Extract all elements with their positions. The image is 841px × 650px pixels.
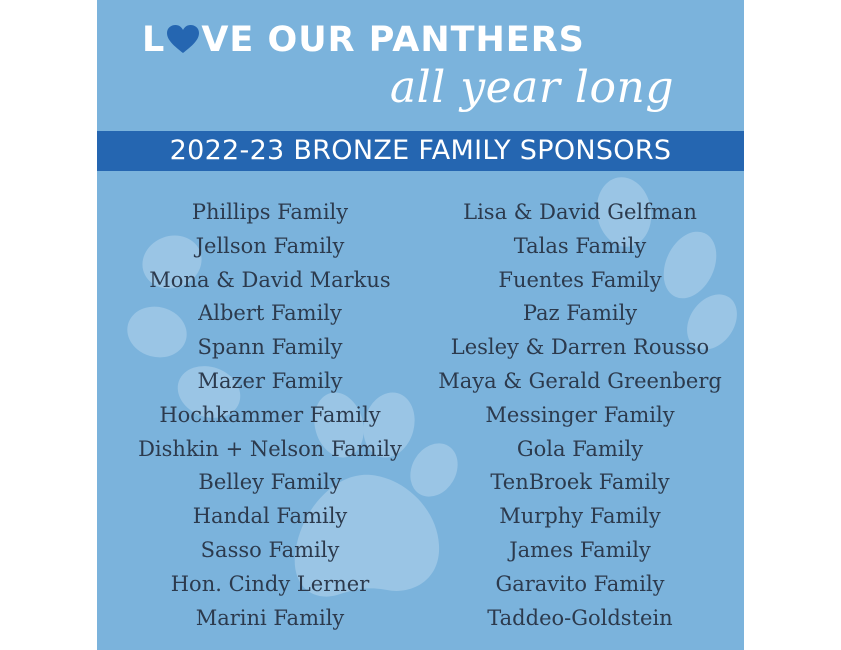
sponsor-name: Jellson Family — [195, 233, 345, 258]
sponsor-name: Phillips Family — [191, 200, 349, 224]
sponsor-list-right — [420, 196, 740, 635]
sponsor-name: Hochkammer Family — [159, 402, 381, 427]
sponsor-name: Talas Family — [513, 233, 647, 258]
sponsor-name: Maya & Gerald Greenberg — [438, 368, 722, 393]
sponsor-name: Mazer Family — [197, 368, 343, 393]
headline-letter-l: L — [142, 20, 166, 60]
sponsor-banner: 2022-23 BRONZE FAMILY SPONSORS — [97, 131, 744, 171]
heart-icon — [166, 24, 200, 54]
sponsor-name: Murphy Family — [499, 504, 661, 529]
tagline: all year long — [389, 62, 674, 113]
sponsor-name: Gola Family — [516, 436, 644, 461]
sponsor-name: TenBroek Family — [490, 470, 670, 495]
headline — [142, 18, 585, 62]
sponsor-name: Spann Family — [197, 335, 343, 360]
sponsor-name: Fuentes Family — [498, 267, 662, 292]
sponsor-name: Sasso Family — [200, 537, 340, 562]
sponsor-name: Mona & David Markus — [149, 267, 391, 292]
headline-text: VE OUR PANTHERS — [201, 20, 585, 60]
sponsor-name: Marini Family — [195, 605, 345, 630]
sponsor-name: Albert Family — [198, 301, 342, 326]
sponsor-name: Lesley & Darren Rousso — [450, 335, 710, 360]
sponsor-name: Hon. Cindy Lerner — [170, 571, 370, 596]
sponsor-list-left — [110, 196, 430, 635]
sponsor-name: Messinger Family — [485, 402, 675, 427]
sponsor-name: Lisa & David Gelfman — [463, 200, 697, 224]
sponsor-name: Handal Family — [192, 504, 348, 529]
sponsor-poster — [97, 0, 744, 650]
sponsor-name: Belley Family — [198, 470, 342, 495]
sponsor-name: Garavito Family — [495, 571, 665, 596]
sponsor-name: Paz Family — [522, 301, 638, 326]
sponsor-name: James Family — [509, 537, 651, 562]
sponsor-name: Taddeo-Goldstein — [487, 605, 673, 630]
sponsor-name: Dishkin + Nelson Family — [138, 436, 402, 461]
